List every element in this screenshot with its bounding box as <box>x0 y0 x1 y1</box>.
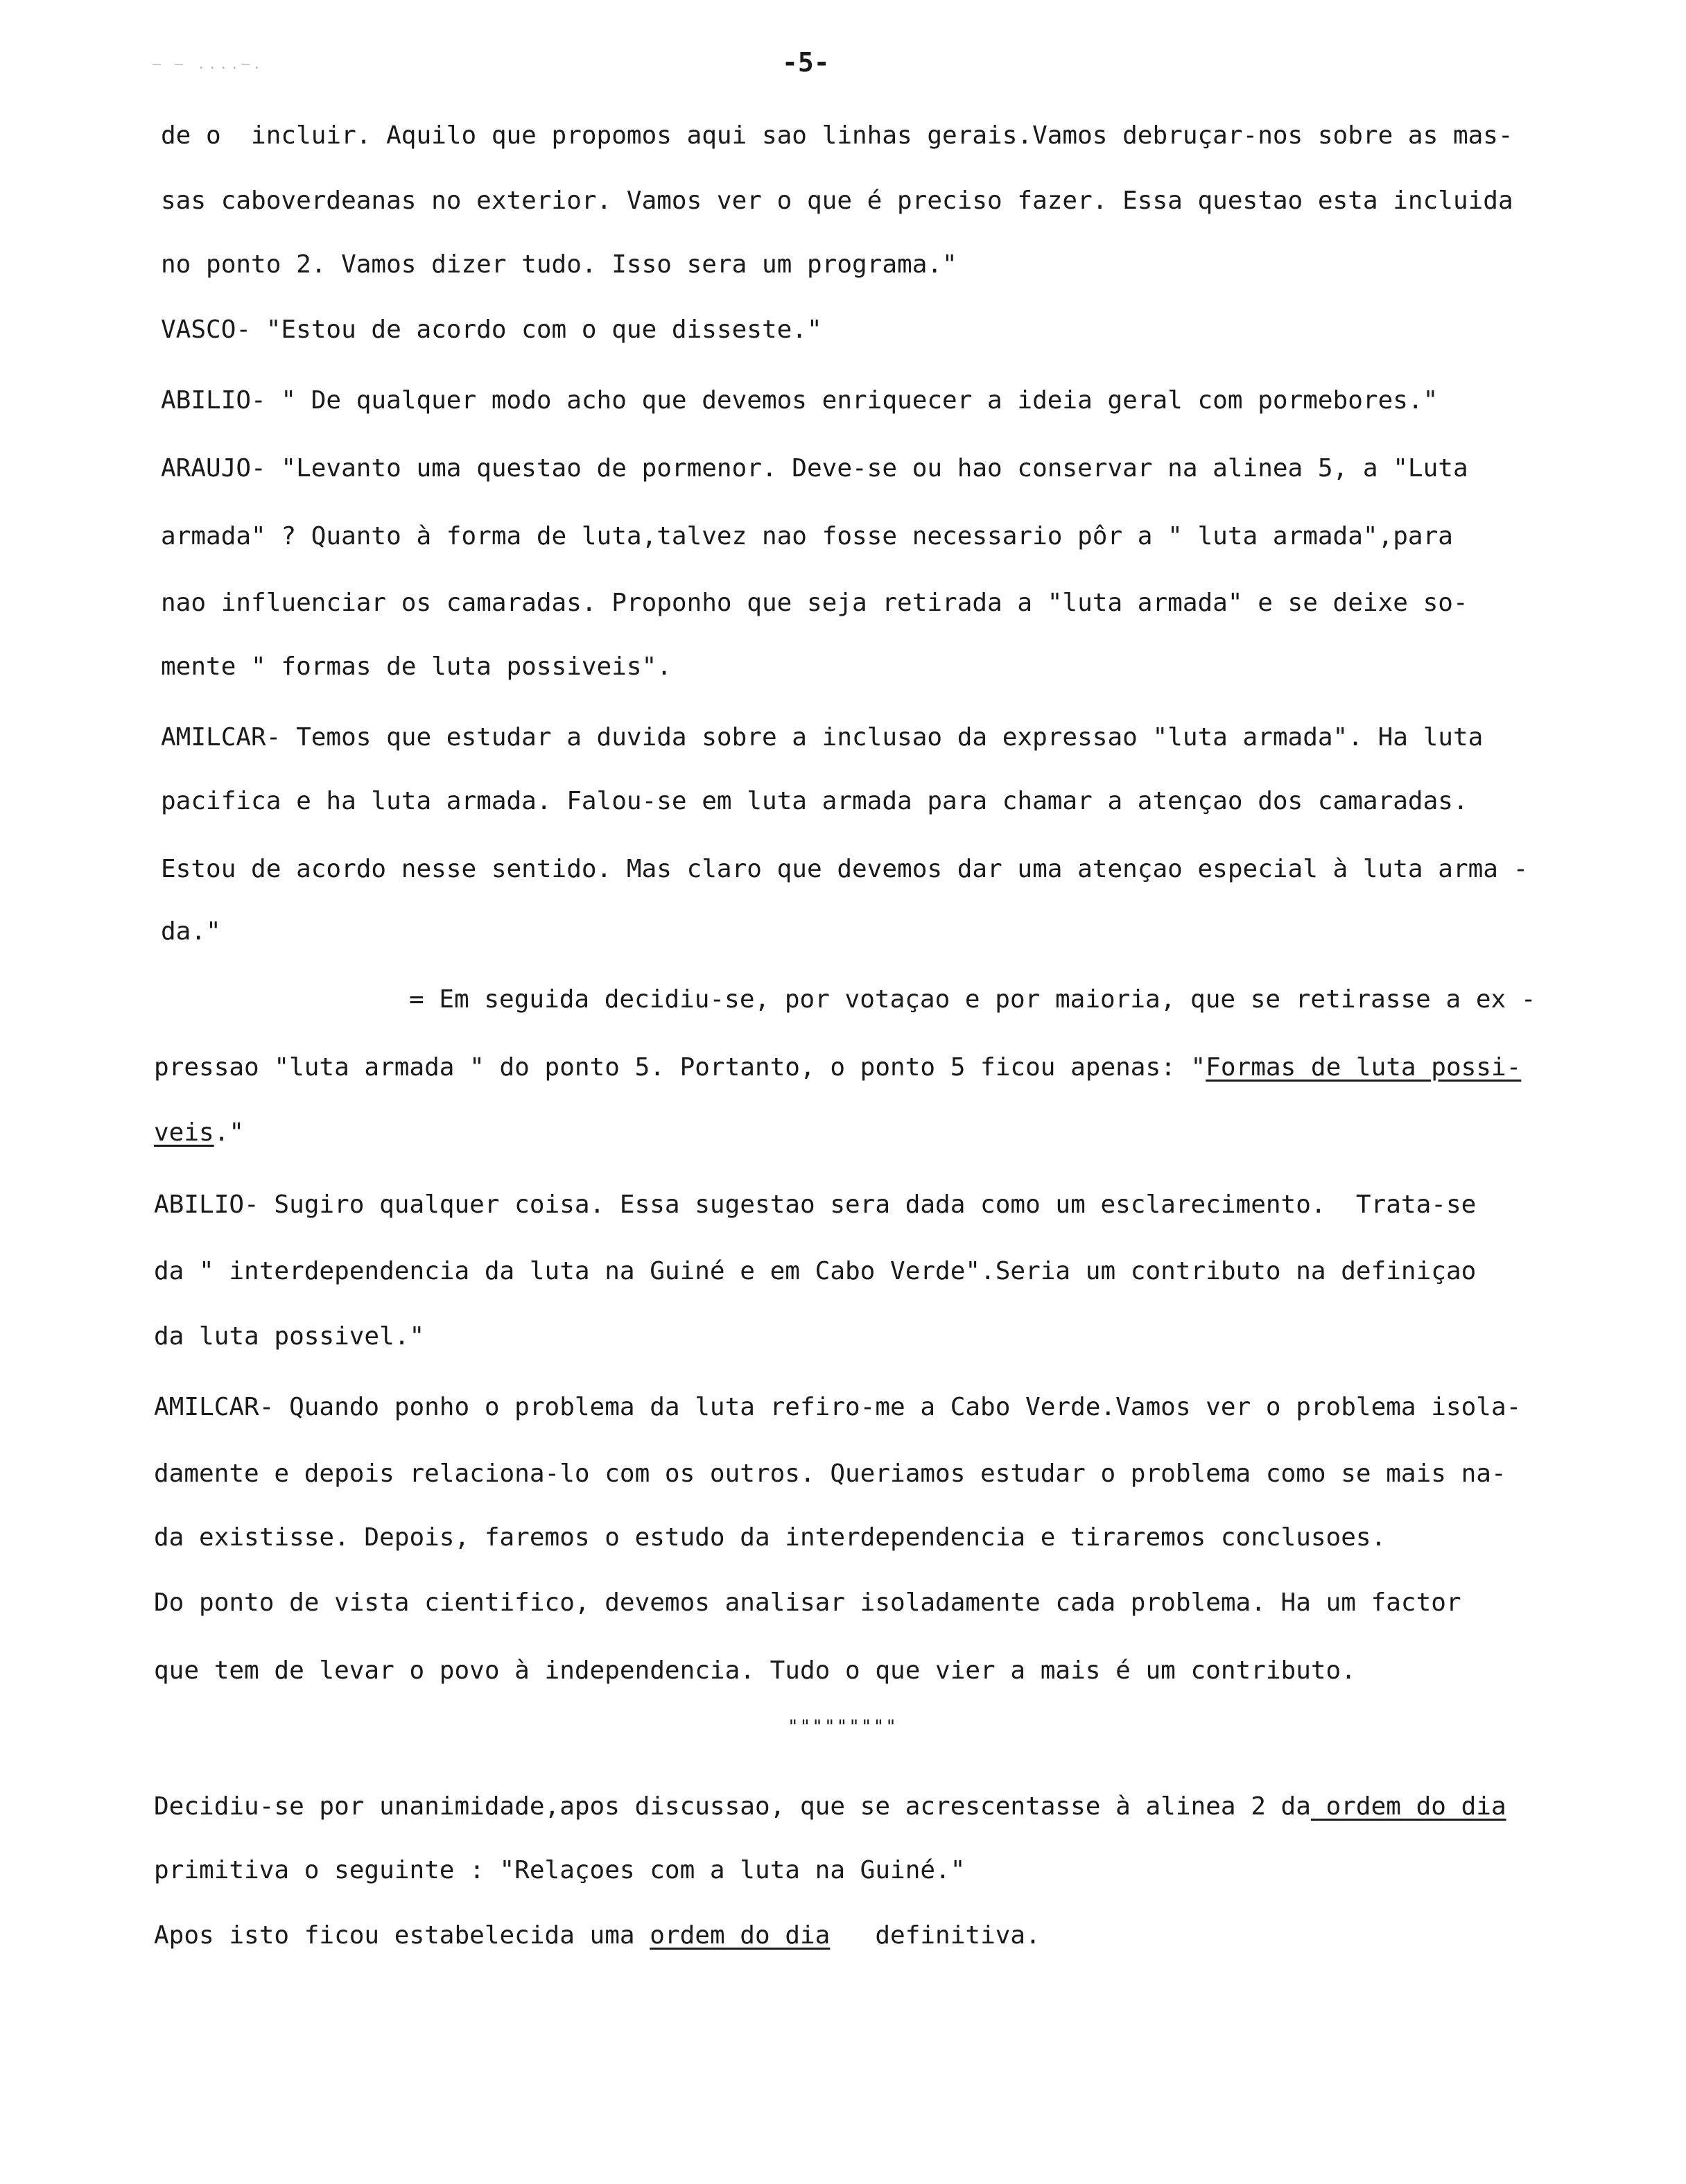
paragraph-line: Do ponto de vista cientifico, devemos analisar isoladamente cada problema. Ha um factor <box>154 1588 1461 1617</box>
paragraph-line: mente " formas de luta possiveis". <box>161 652 672 681</box>
paragraph-line: da " interdependencia da luta na Guiné e em Cabo Verde".Seria um contributo na definiçao <box>154 1257 1477 1285</box>
speaker-line-amilcar: AMILCAR- Temos que estudar a duvida sobre a inclusao da expressao "luta armada". Ha luta <box>161 723 1484 752</box>
final-text: definitiva. <box>830 1921 1041 1950</box>
paragraph-line: Estou de acordo nesse sentido. Mas claro que devemos dar uma atençao especial à luta arma - <box>161 855 1529 883</box>
paragraph-line: sas caboverdeanas no exterior. Vamos ver o que é preciso fazer. Essa questao esta incluida <box>161 187 1513 215</box>
paragraph-line: da existisse. Depois, faremos o estudo da interdependencia e tiraremos conclusoes. <box>154 1523 1387 1552</box>
underlined-phrase: Formas de luta possi- <box>1206 1053 1522 1082</box>
speaker-line-abilio: ABILIO- Sugiro qualquer coisa. Essa sugestao sera dada como um esclarecimento. Trata-se <box>154 1190 1477 1219</box>
final-line <box>154 1792 1506 1822</box>
paragraph-line: da luta possivel." <box>154 1322 425 1351</box>
paragraph-line: que tem de levar o povo à independencia. Tudo o que vier a mais é um contributo. <box>154 1656 1356 1685</box>
speaker-line-amilcar: AMILCAR- Quando ponho o problema da luta refiro-me a Cabo Verde.Vamos ver o problema isola- <box>154 1393 1522 1421</box>
speaker-line-araujo: ARAUJO- "Levanto uma questao de pormenor. Deve-se ou hao conservar na alinea 5, a "Luta <box>161 454 1468 483</box>
final-line <box>154 1921 1041 1951</box>
separator-marks: """"""""" <box>788 1717 898 1737</box>
speaker-line-abilio: ABILIO- " De qualquer modo acho que devemos enriquecer a ideia geral com pormebores." <box>161 386 1439 415</box>
final-line: primitiva o seguinte : "Relaçoes com a luta na Guiné." <box>154 1856 966 1884</box>
paragraph-line: de o incluir. Aquilo que propomos aqui sao linhas gerais.Vamos debruçar-nos sobre as mas- <box>161 121 1513 150</box>
final-text: Decidiu-se por unanimidade,apos discussao, que se acrescentasse à alinea 2 da <box>154 1792 1311 1821</box>
underlined-phrase: ordem do dia <box>650 1921 831 1950</box>
faint-header-mark: — — ....—. <box>153 55 264 72</box>
paragraph-line: no ponto 2. Vamos dizer tudo. Isso sera um programa." <box>161 250 957 279</box>
decision-line <box>154 1052 1521 1083</box>
speaker-line-vasco: VASCO- "Estou de acordo com o que disseste." <box>161 315 822 344</box>
paragraph-line: damente e depois relaciona-lo com os outros. Queriamos estudar o problema como se mais na- <box>154 1459 1506 1488</box>
decision-text: pressao "luta armada " do ponto 5. Portanto, o ponto 5 ficou apenas: " <box>154 1053 1206 1082</box>
paragraph-line: da." <box>161 917 221 946</box>
paragraph-line: nao influenciar os camaradas. Proponho que seja retirada a "luta armada" e se deixe so- <box>161 589 1468 617</box>
decision-line: = Em seguida decidiu-se, por votaçao e por maioria, que se retirasse a ex - <box>409 985 1536 1014</box>
underlined-phrase: veis <box>154 1118 214 1147</box>
underlined-phrase: ordem do dia <box>1310 1792 1506 1821</box>
paragraph-line: pacifica e ha luta armada. Falou-se em luta armada para chamar a atençao dos camaradas. <box>161 787 1468 815</box>
paragraph-line: armada" ? Quanto à forma de luta,talvez nao fosse necessario pôr a " luta armada",para <box>161 522 1453 551</box>
decision-line <box>154 1118 244 1148</box>
page-number: -5- <box>782 47 830 78</box>
final-text: Apos isto ficou estabelecida uma <box>154 1921 650 1950</box>
decision-text: ." <box>214 1118 245 1147</box>
